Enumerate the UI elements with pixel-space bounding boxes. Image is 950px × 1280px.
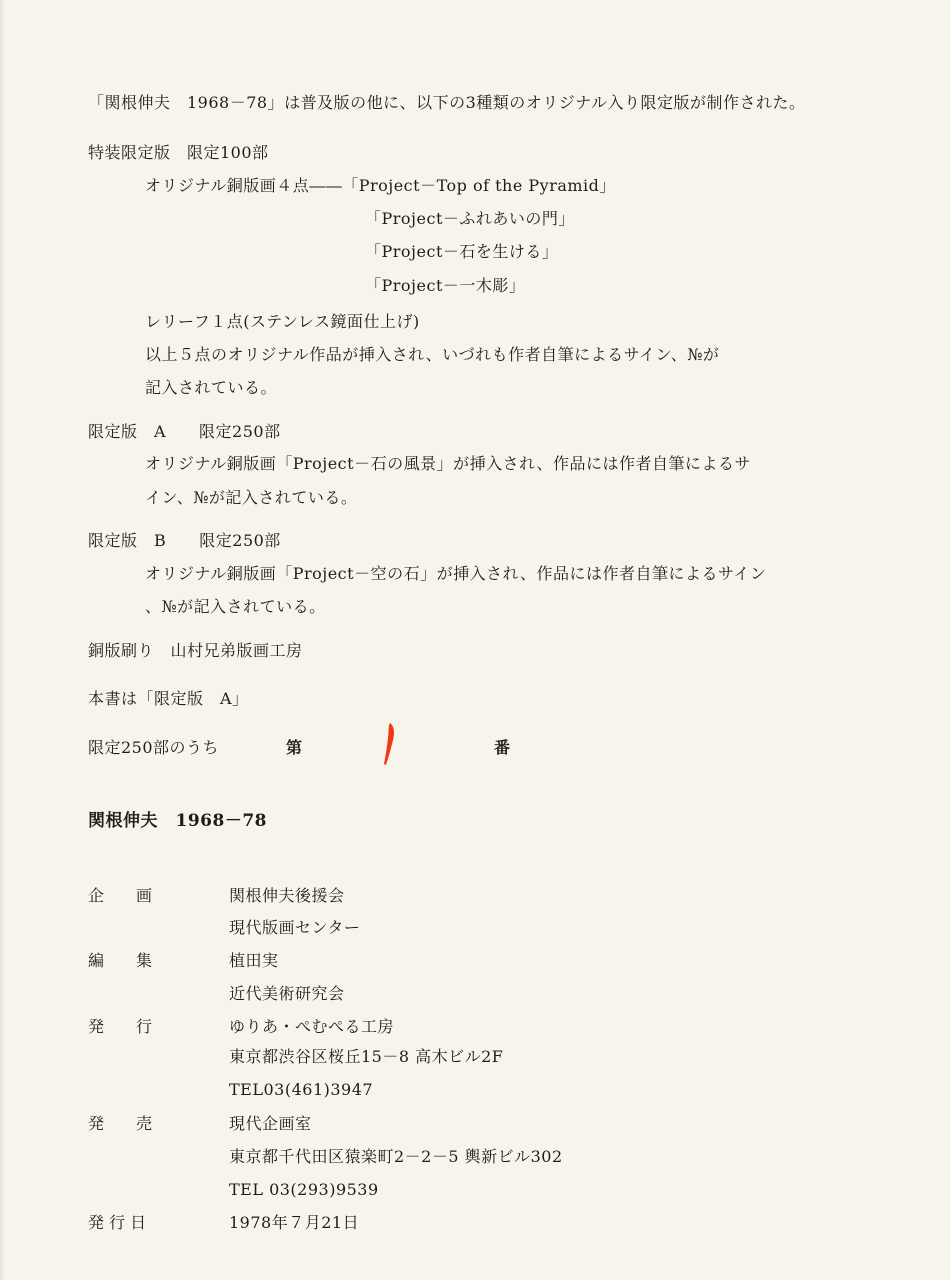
colophon-planning-value-2: 現代版画センター [229, 918, 361, 937]
colophon-label-planning: 企 画 [88, 886, 153, 905]
colophon-label-publisher: 発 行 [88, 1017, 153, 1036]
colophon-publisher-value-2: 東京都渋谷区桜丘15－8 高木ビル2F [229, 1047, 504, 1066]
edition-b-desc-line-2: 、№が記入されている。 [145, 597, 326, 616]
special-etching-line-1: オリジナル銅版画４点――「Project－Top of the Pyramid」 [145, 176, 616, 195]
edition-a-desc-line-1: オリジナル銅版画「Project－石の風景」が挿入され、作品には作者自筆によるサ [145, 454, 752, 473]
colophon-date-value: 1978年７月21日 [229, 1213, 360, 1232]
special-relief-line: レリーフ１点(ステンレス鏡面仕上げ) [145, 312, 420, 331]
colophon-distributor-value-2: 東京都千代田区猿楽町2－2－5 輿新ビル302 [229, 1147, 563, 1166]
printing-line: 銅版刷り 山村兄弟版画工房 [88, 641, 303, 660]
copy-of-total: 限定250部のうち [88, 738, 220, 757]
special-note-line-2: 記入されている。 [145, 378, 278, 397]
special-edition-heading: 特装限定版 限定100部 [88, 143, 269, 162]
number-dai: 第 [286, 738, 303, 757]
edition-b-desc-line-1: オリジナル銅版画「Project－空の石」が挿入され、作品には作者自筆によるサイン [145, 564, 767, 583]
colophon-editing-value-2: 近代美術研究会 [229, 984, 345, 1003]
special-etching-line-4: 「Project－一木彫」 [365, 276, 526, 295]
this-copy-line: 本書は「限定版 A」 [88, 689, 249, 708]
intro-text: 「関根伸夫 1968－78」は普及版の他に、以下の3種類のオリジナル入り限定版が制作された。 [88, 93, 806, 112]
special-note-line-1: 以上５点のオリジナル作品が挿入され、いづれも作者自筆によるサイン、№が [145, 345, 720, 364]
edition-a-heading: 限定版 A 限定250部 [88, 422, 281, 441]
edition-a-desc-line-2: イン、№が記入されている。 [145, 488, 358, 507]
colophon-label-editing: 編 集 [88, 951, 153, 970]
special-etching-line-2: 「Project－ふれあいの門」 [365, 209, 575, 228]
special-etching-line-3: 「Project－石を生ける」 [365, 242, 559, 261]
edition-b-heading: 限定版 B 限定250部 [88, 531, 281, 550]
colophon-publisher-value-3: TEL03(461)3947 [229, 1080, 374, 1099]
colophon-editing-value-1: 植田実 [229, 951, 279, 970]
colophon-distributor-value-3: TEL 03(293)9539 [229, 1180, 379, 1199]
colophon-label-distributor: 発 売 [88, 1114, 153, 1133]
colophon-publisher-value-1: ゆりあ・ぺむぺる工房 [229, 1017, 395, 1036]
colophon-planning-value-1: 関根伸夫後援会 [229, 886, 345, 905]
number-ban: 番 [494, 738, 511, 757]
book-title: 関根伸夫 1968－78 [88, 811, 267, 831]
colophon-distributor-value-1: 現代企画室 [229, 1114, 312, 1133]
page-edge-shadow [0, 0, 6, 1280]
colophon-label-publication-date: 発 行 日 [88, 1213, 147, 1232]
handwritten-copy-number-mark [382, 722, 398, 766]
